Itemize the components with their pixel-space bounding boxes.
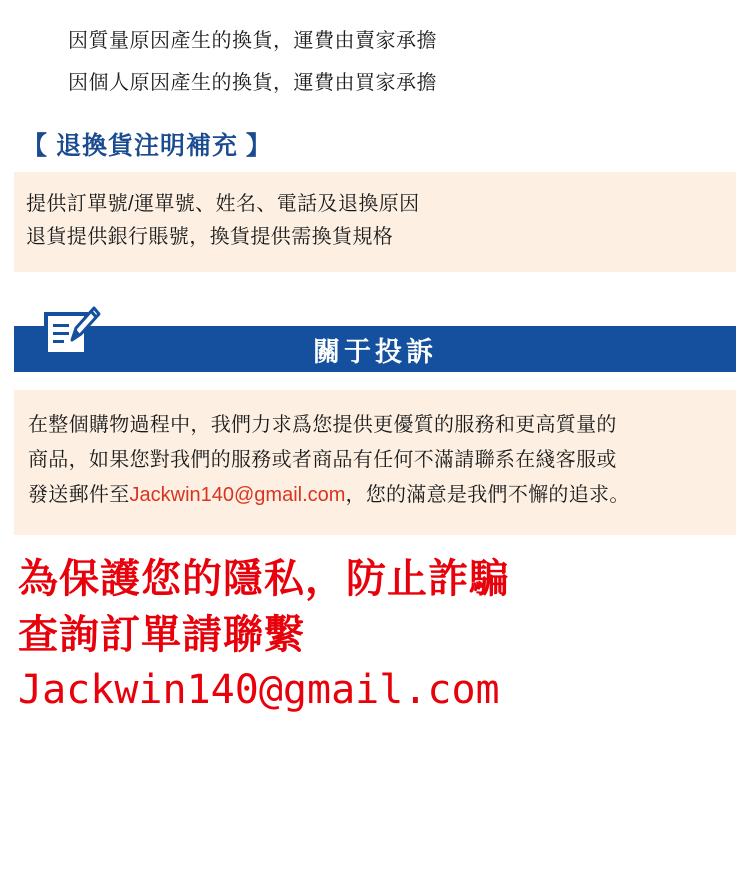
complaint-text-box xyxy=(14,390,736,535)
privacy-warning-section xyxy=(0,535,750,717)
privacy-warning-email[interactable]: Jackwin140@gmail.com xyxy=(18,667,500,713)
shipping-policy-section xyxy=(0,0,750,104)
return-note-heading: 【 退換貨注明補充 】 xyxy=(22,132,272,160)
privacy-warning-line-2: 查詢訂單請聯繫 xyxy=(18,613,305,657)
privacy-warning-line-1: 為保護您的隱私，防止詐騙 xyxy=(18,557,510,601)
complaint-line-1: 在整個購物過程中，我們力求爲您提供更優質的服務和更高質量的 xyxy=(28,414,617,436)
return-note-line-2: 退貨提供銀行賬號，換貨提供需換貨規格 xyxy=(26,226,394,248)
complaint-email-suffix: ，您的滿意是我們不懈的追求。 xyxy=(345,484,630,506)
complaint-email-link[interactable]: Jackwin140@gmail.com xyxy=(129,484,346,506)
complaint-banner xyxy=(14,326,736,372)
complaint-line-2: 商品，如果您對我們的服務或者商品有任何不滿請聯系在綫客服或 xyxy=(28,449,617,471)
complaint-banner-title: 關于投訴 xyxy=(313,336,437,367)
complaint-banner-wrap xyxy=(14,314,736,370)
complaint-email-prefix: 發送郵件至 xyxy=(28,484,130,506)
pencil-note-icon xyxy=(40,300,102,362)
return-note-box xyxy=(14,172,736,272)
return-note-line-1: 提供訂單號/運單號、姓名、電話及退換原因 xyxy=(26,193,420,215)
policy-line-personal: 因個人原因產生的換貨，運費由買家承擔 xyxy=(68,72,437,94)
policy-line-quality: 因質量原因產生的換貨，運費由賣家承擔 xyxy=(68,30,437,52)
complaint-line-3 xyxy=(28,478,722,513)
